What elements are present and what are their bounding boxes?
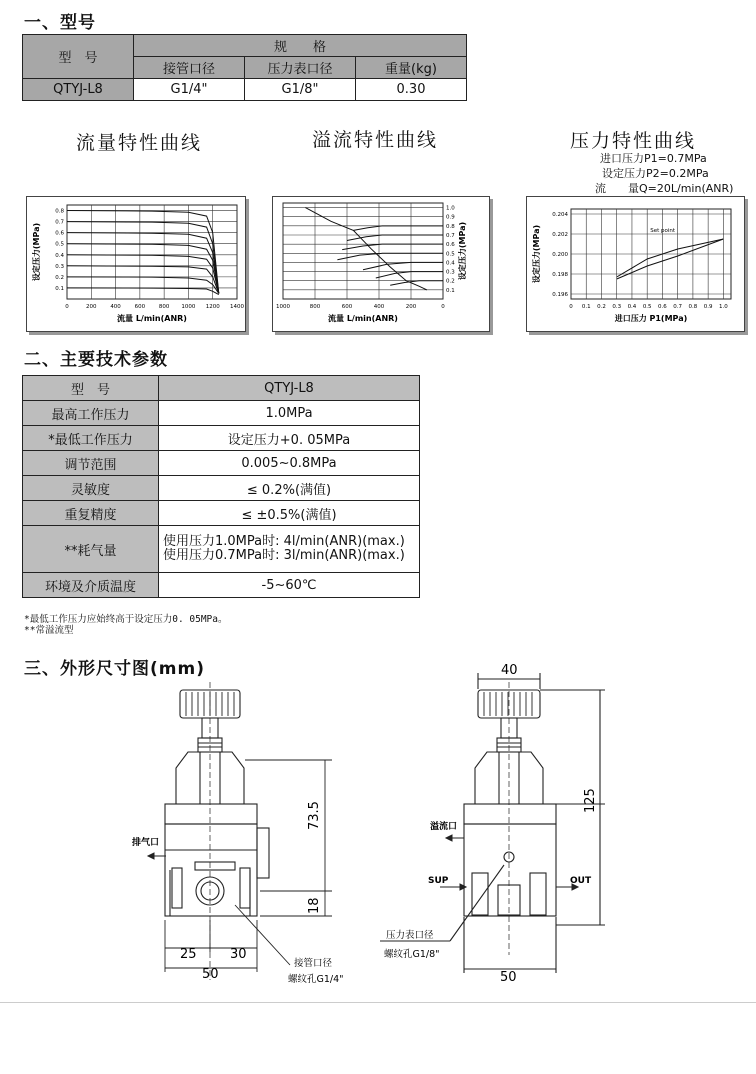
note-1: *最低工作压力应始终高于设定压力0. 05MPa。 bbox=[24, 614, 228, 625]
pressure-chart-panel bbox=[526, 196, 745, 332]
y-tick-label: 0.7 bbox=[446, 233, 455, 239]
note-2: **常溢流型 bbox=[24, 625, 74, 636]
spec-header-val: QTYJ-L8 bbox=[159, 376, 420, 401]
row-weight: 0.30 bbox=[356, 79, 467, 101]
x-tick-label: 0.3 bbox=[612, 304, 622, 310]
pressure-chart bbox=[527, 197, 744, 331]
relief-chart-title: 溢流特性曲线 bbox=[312, 129, 439, 151]
flow-chart bbox=[27, 197, 245, 331]
plot-area bbox=[283, 203, 443, 299]
relief-chart-panel bbox=[272, 196, 490, 332]
dim-18: 18 bbox=[307, 897, 322, 914]
spec-val-line1: 使用压力1.0MPa时: 4l/min(ANR)(max.) bbox=[163, 534, 405, 549]
cond-p1: 进口压力P1=0.7MPa bbox=[600, 152, 707, 165]
y-tick-label: 0.8 bbox=[446, 223, 455, 230]
x-tick-label: 0.5 bbox=[642, 304, 652, 310]
x-tick-label: 0.2 bbox=[597, 304, 606, 310]
section2-title: 二、主要技术参数 bbox=[24, 350, 168, 370]
spec-key: *最低工作压力 bbox=[23, 426, 159, 451]
y-tick-label: 0.2 bbox=[446, 278, 455, 285]
model-header: 型 号 bbox=[23, 35, 134, 79]
y-tick-label: 0.3 bbox=[446, 269, 455, 276]
relief-label: 溢流口 bbox=[430, 822, 458, 832]
x-tick-label: 0 bbox=[65, 304, 69, 310]
x-tick-label: 400 bbox=[373, 304, 385, 310]
pressure-chart-title: 压力特性曲线 bbox=[570, 130, 697, 152]
dim-125: 125 bbox=[583, 788, 598, 813]
y-tick-label: 0.200 bbox=[552, 252, 568, 258]
y-axis-label: 设定压力(MPa) bbox=[32, 222, 41, 282]
x-tick-label: 0.8 bbox=[688, 304, 698, 310]
spec-val: -5~60℃ bbox=[159, 573, 420, 598]
series-line bbox=[347, 235, 443, 241]
spec-key: **耗气量 bbox=[23, 526, 159, 573]
plot-area bbox=[67, 205, 237, 299]
spec-key: 环境及介质温度 bbox=[23, 573, 159, 598]
series-line bbox=[342, 244, 443, 250]
cond-q: 流 量Q=20L/min(ANR) bbox=[595, 182, 734, 195]
series-line bbox=[376, 272, 443, 278]
y-tick-label: 0.2 bbox=[55, 274, 64, 281]
series-line bbox=[353, 226, 443, 231]
y-tick-label: 0.4 bbox=[55, 252, 64, 259]
x-tick-label: 800 bbox=[158, 304, 170, 310]
x-tick-label: 0.9 bbox=[703, 304, 713, 310]
flow-chart-panel bbox=[26, 196, 246, 332]
exhaust-label: 排气口 bbox=[132, 838, 160, 848]
port-thread: 螺纹孔G1/4" bbox=[288, 974, 344, 985]
col-port: 接管口径 bbox=[134, 57, 245, 79]
row-gauge: G1/8" bbox=[245, 79, 356, 101]
section1-title: 一、型号 bbox=[24, 13, 96, 33]
y-tick-label: 0.6 bbox=[55, 230, 64, 237]
spec-val: 0.005~0.8MPa bbox=[159, 451, 420, 476]
left-dimension-drawing bbox=[110, 680, 380, 990]
x-tick-label: 1.0 bbox=[719, 304, 728, 310]
spec-val-air bbox=[159, 526, 420, 573]
x-tick-label: 800 bbox=[309, 304, 321, 310]
x-tick-label: 1000 bbox=[181, 304, 196, 310]
y-tick-label: 1.0 bbox=[446, 205, 455, 212]
relief-chart bbox=[273, 197, 489, 331]
series-line bbox=[363, 262, 443, 269]
x-tick-label: 0.7 bbox=[673, 304, 683, 310]
out-label: OUT bbox=[570, 876, 592, 886]
series-line bbox=[67, 211, 219, 294]
sup-label: SUP bbox=[428, 876, 449, 886]
series-line bbox=[67, 266, 219, 294]
x-axis-label: 流量 L/min(ANR) bbox=[328, 314, 398, 323]
series-line bbox=[617, 239, 724, 279]
y-tick-label: 0.1 bbox=[446, 287, 455, 294]
series-line bbox=[67, 288, 219, 295]
x-tick-label: 0.1 bbox=[581, 304, 591, 310]
spec-header-key: 型 号 bbox=[23, 376, 159, 401]
col-weight: 重量(kg) bbox=[356, 57, 467, 79]
spec-val-line2: 使用压力0.7MPa时: 3l/min(ANR)(max.) bbox=[163, 548, 405, 563]
spec-key: 最高工作压力 bbox=[23, 401, 159, 426]
cond-p2: 设定压力P2=0.2MPa bbox=[602, 167, 709, 180]
x-axis-label: 流量 L/min(ANR) bbox=[117, 314, 187, 323]
y-tick-label: 0.6 bbox=[446, 242, 455, 249]
spec-key: 灵敏度 bbox=[23, 476, 159, 501]
series-line bbox=[337, 253, 443, 259]
spec-header: 规 格 bbox=[134, 35, 467, 57]
spec-val: 1.0MPa bbox=[159, 401, 420, 426]
row-port: G1/4" bbox=[134, 79, 245, 101]
model-table bbox=[22, 34, 467, 101]
spec-key: 调节范围 bbox=[23, 451, 159, 476]
spec-val: 设定压力+0. 05MPa bbox=[159, 426, 420, 451]
x-tick-label: 0.4 bbox=[627, 304, 637, 310]
series-line bbox=[67, 277, 219, 294]
notes bbox=[24, 614, 227, 636]
dim-50-left: 50 bbox=[202, 967, 219, 982]
spec-key: 重复精度 bbox=[23, 501, 159, 526]
dim-50-right: 50 bbox=[500, 970, 517, 985]
dim-40: 40 bbox=[501, 663, 518, 678]
gauge-thread: 螺纹孔G1/8" bbox=[384, 949, 440, 960]
row-model: QTYJ-L8 bbox=[23, 79, 134, 101]
x-axis-label: 进口压力 P1(MPa) bbox=[614, 314, 688, 323]
y-tick-label: 0.7 bbox=[55, 219, 64, 226]
port-label: 接管口径 bbox=[294, 958, 333, 969]
series-line bbox=[390, 281, 443, 286]
y-tick-label: 0.4 bbox=[446, 260, 455, 267]
y-tick-label: 0.5 bbox=[55, 241, 64, 248]
x-tick-label: 1200 bbox=[205, 304, 220, 310]
x-tick-label: 1400 bbox=[230, 304, 244, 310]
spec-val: ≤ 0.2%(满值) bbox=[159, 476, 420, 501]
y-tick-label: 0.202 bbox=[552, 232, 568, 238]
footer-rule bbox=[0, 1002, 756, 1003]
x-tick-label: 0.6 bbox=[658, 304, 667, 310]
y-tick-label: 0.204 bbox=[552, 212, 568, 218]
spec-table bbox=[22, 375, 420, 598]
y-tick-label: 0.3 bbox=[55, 263, 64, 270]
spec-val: ≤ ±0.5%(满值) bbox=[159, 501, 420, 526]
y-axis-label: 设定压力(MPa) bbox=[458, 221, 467, 281]
x-tick-label: 200 bbox=[86, 304, 97, 310]
section3-title: 三、外形尺寸图(mm) bbox=[24, 659, 205, 679]
y-tick-label: 0.9 bbox=[446, 214, 455, 221]
set-point-annotation: Set point bbox=[650, 228, 676, 234]
y-axis-label: 设定压力(MPa) bbox=[532, 224, 541, 284]
x-tick-label: 0 bbox=[441, 304, 445, 310]
dim-30: 30 bbox=[230, 947, 247, 962]
y-tick-label: 0.1 bbox=[55, 285, 64, 292]
series-line bbox=[305, 208, 427, 290]
pressure-conditions bbox=[595, 151, 734, 196]
col-gauge: 压力表口径 bbox=[245, 57, 356, 79]
x-tick-label: 0 bbox=[569, 304, 573, 310]
x-tick-label: 1000 bbox=[276, 304, 290, 310]
y-tick-label: 0.8 bbox=[55, 208, 64, 215]
dim-25: 25 bbox=[180, 947, 197, 962]
series-line bbox=[67, 233, 219, 294]
series-line bbox=[67, 244, 219, 294]
x-tick-label: 600 bbox=[341, 304, 353, 310]
flow-chart-title: 流量特性曲线 bbox=[76, 132, 203, 154]
x-tick-label: 200 bbox=[405, 304, 417, 310]
gauge-label: 压力表口径 bbox=[386, 930, 434, 941]
y-tick-label: 0.196 bbox=[552, 292, 568, 298]
x-tick-label: 600 bbox=[134, 304, 146, 310]
x-tick-label: 400 bbox=[110, 304, 121, 310]
y-tick-label: 0.5 bbox=[446, 251, 455, 258]
right-dimension-drawing bbox=[380, 655, 620, 985]
dim-73-5: 73.5 bbox=[307, 801, 322, 830]
y-tick-label: 0.198 bbox=[552, 272, 568, 278]
